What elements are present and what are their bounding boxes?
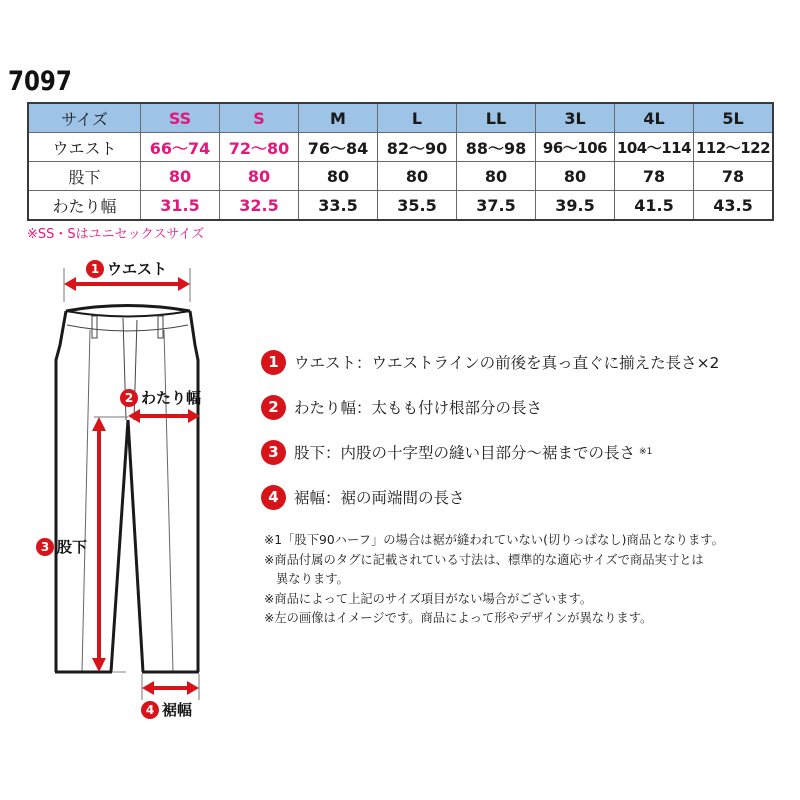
legend-item-inseam [261, 440, 719, 464]
number-2-icon: 2 [261, 395, 286, 420]
row-label-inseam: 股下 [28, 162, 141, 191]
table-cell: 80 [141, 162, 220, 191]
legend-description: 太もも付け根部分の長さ [371, 399, 543, 417]
legend-item-thigh [261, 395, 719, 419]
legend-separator: ： [325, 489, 341, 507]
legend-term: ウエスト [294, 354, 357, 372]
legend-item-waist [261, 350, 719, 374]
table-row-inseam [28, 162, 773, 191]
table-cell: 33.5 [299, 191, 378, 221]
size-header-m: M [299, 103, 378, 133]
table-cell: 41.5 [615, 191, 694, 221]
number-2-icon: 2 [120, 389, 138, 407]
table-cell: 31.5 [141, 191, 220, 221]
table-cell: 88〜98 [457, 133, 536, 162]
legend-separator: ： [356, 354, 372, 372]
note-line: 異なります。 [276, 572, 349, 586]
table-cell: 80 [457, 162, 536, 191]
table-cell: 82〜90 [378, 133, 457, 162]
note-line: ※商品によって上記のサイズ項目がない場合がございます。 [264, 591, 593, 606]
size-header-ss: SS [141, 103, 220, 133]
number-3-icon: 3 [261, 440, 286, 465]
table-cell: 76〜84 [299, 133, 378, 162]
legend-description: ウエストラインの前後を真っ直ぐに揃えた長さ×2 [371, 354, 720, 372]
diagram-label-thigh [120, 387, 201, 408]
note-line: ※左の画像はイメージです。商品によって形やデザインが異なります。 [264, 611, 653, 625]
table-cell: 104〜114 [615, 133, 694, 162]
diagram-label-hem [141, 699, 192, 720]
table-cell: 78 [694, 162, 774, 191]
table-cell: 112〜122 [694, 133, 774, 162]
model-number: 7097 [8, 66, 72, 97]
diagram-label-waist [86, 258, 167, 279]
diagram-label-text: ウエスト [107, 260, 168, 278]
size-header-4l: 4L [615, 103, 694, 133]
note-line: ※1「股下90ハーフ」の場合は裾が縫われていない(切りっぱなし)商品となります。 [264, 533, 724, 547]
table-cell: 35.5 [378, 191, 457, 221]
diagram-label-inseam [36, 536, 87, 557]
diagram-label-text: 股下 [57, 538, 88, 556]
table-cell: 32.5 [220, 191, 299, 221]
table-cell: 80 [378, 162, 457, 191]
header-label: サイズ [28, 103, 141, 133]
notes-block [264, 531, 724, 629]
size-table [27, 102, 774, 221]
number-3-icon: 3 [36, 538, 54, 556]
table-cell: 80 [299, 162, 378, 191]
number-1-icon: 1 [261, 350, 286, 375]
number-1-icon: 1 [86, 260, 104, 278]
note-line: ※商品付属のタグに記載されている寸法は、標準的な適応サイズで商品実寸とは [264, 552, 704, 567]
legend-item-hem [261, 485, 719, 509]
size-header-s: S [220, 103, 299, 133]
size-header-l: L [378, 103, 457, 133]
diagram-label-text: 裾幅 [162, 701, 193, 719]
table-cell: 78 [615, 162, 694, 191]
number-4-icon: 4 [261, 485, 286, 510]
size-header-ll: LL [457, 103, 536, 133]
table-cell: 80 [536, 162, 615, 191]
table-cell: 66〜74 [141, 133, 220, 162]
legend-description: 内股の十字型の縫い目部分〜裾までの長さ [340, 444, 636, 462]
legend-separator: ： [325, 444, 341, 462]
legend-term: 裾幅 [294, 489, 326, 507]
legend-separator: ： [356, 399, 372, 417]
size-header-5l: 5L [694, 103, 774, 133]
table-cell: 72〜80 [220, 133, 299, 162]
table-row-waist [28, 133, 773, 162]
unisex-note: ※SS・Sはユニセックスサイズ [27, 227, 205, 242]
size-header-3l: 3L [536, 103, 615, 133]
table-cell: 43.5 [694, 191, 774, 221]
legend-term: わたり幅 [294, 399, 357, 417]
row-label-thigh: わたり幅 [28, 191, 141, 221]
legend-description: 裾の両端間の長さ [340, 489, 465, 507]
table-row-thigh [28, 191, 773, 221]
diagram-label-text: わたり幅 [141, 389, 202, 407]
number-4-icon: 4 [141, 701, 159, 719]
table-cell: 96〜106 [536, 133, 615, 162]
table-cell: 39.5 [536, 191, 615, 221]
size-table-header-row [28, 103, 773, 133]
legend-term: 股下 [294, 444, 326, 462]
legend-footnote-mark: ※1 [639, 447, 653, 457]
measurement-legend [261, 350, 719, 530]
table-cell: 37.5 [457, 191, 536, 221]
row-label-waist: ウエスト [28, 133, 141, 162]
pants-diagram [0, 250, 250, 730]
table-cell: 80 [220, 162, 299, 191]
